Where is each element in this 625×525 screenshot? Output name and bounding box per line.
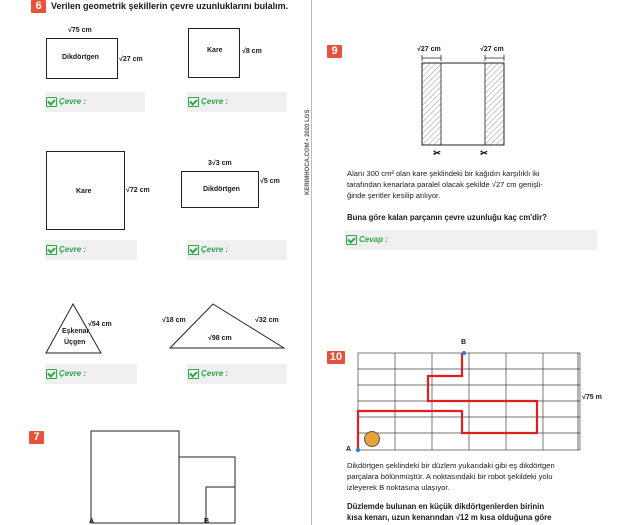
shape-6-triangle <box>168 303 288 351</box>
answer-label: Cevap : <box>359 235 388 244</box>
question-9-question: Buna göre kalan parçanın çevre uzunluğu kaç cm'dir? <box>347 213 547 222</box>
question-9-text-2: tarafından kenarlara paralel olacak şekilde √27 cm genişli- <box>347 180 543 189</box>
shape-5-label-1: Eşkenar <box>62 328 90 335</box>
shape-6-base-dim: √98 cm <box>208 335 232 342</box>
shape-2-label: Kare <box>207 47 223 54</box>
answer-label: Çevre : <box>59 369 87 378</box>
shape-3-label: Kare <box>76 188 92 195</box>
answer-label: Çevre : <box>59 97 87 106</box>
question-7-number: 7 <box>29 431 44 444</box>
question-9-paper-figure <box>412 53 512 163</box>
check-icon <box>188 369 199 379</box>
shape-5-side-dim: √54 cm <box>88 321 112 328</box>
question-10-text-1: Dikdörtgen şeklindeki bir düzlem yukarıdaki gibi eş dikdörtgen <box>347 461 555 470</box>
svg-text:✂: ✂ <box>480 148 488 158</box>
shape-5-label-2: Üçgen <box>64 339 86 346</box>
question-10-bold-1: Düzlemde bulunan en küçük dikdörtgenlerden birinin <box>347 502 545 511</box>
question-10-number: 10 <box>327 351 345 364</box>
shape-1-label: Dikdörtgen <box>62 54 99 61</box>
robot-icon <box>364 431 380 447</box>
check-icon <box>46 97 57 107</box>
shape-6-answer[interactable] <box>187 364 287 384</box>
answer-label: Çevre : <box>201 97 229 106</box>
answer-label: Çevre : <box>201 369 229 378</box>
question-9-right-dim: √27 cm <box>480 46 504 53</box>
question-10-point-a: A <box>346 446 352 453</box>
shape-2-answer[interactable] <box>187 92 287 112</box>
check-icon <box>46 369 57 379</box>
shape-4-top-dim: 3√3 cm <box>208 160 232 167</box>
question-7-point-b: B <box>204 518 210 525</box>
shape-1-answer[interactable] <box>45 92 145 112</box>
shape-4-label: Dikdörtgen <box>203 186 240 193</box>
question-10-grid <box>352 345 592 455</box>
shape-6-left-dim: √18 cm <box>162 317 186 324</box>
check-icon <box>188 97 199 107</box>
question-9-text-1: Alanı 300 cm² olan kare şeklindeki bir kağıdın karşılıklı iki <box>347 169 540 178</box>
shape-3-answer[interactable] <box>45 240 137 260</box>
side-watermark: KERIMHOCA.COM • 2020 LGS <box>305 109 311 195</box>
shape-4-side-dim: √5 cm <box>260 178 280 185</box>
shape-3-side-dim: √72 cm <box>126 187 150 194</box>
shape-6-right-dim: √32 cm <box>255 317 279 324</box>
question-10-point-b: B <box>461 339 467 346</box>
question-9-text-3: ğinde şeritler kesilip atılıyor. <box>347 191 441 200</box>
shape-4-answer[interactable] <box>187 240 287 260</box>
question-10-text-3: izleyerek B noktasına ulaşıyor. <box>347 483 450 492</box>
question-6-number: 6 <box>31 0 46 13</box>
question-9-number: 9 <box>327 45 342 58</box>
question-10-side-dim: √75 m <box>582 394 602 401</box>
shape-1-side-dim: √27 cm <box>119 56 143 63</box>
shape-1-top-dim: √75 cm <box>68 27 92 34</box>
shape-2-side-dim: √8 cm <box>242 48 262 55</box>
shape-5-answer[interactable] <box>45 364 137 384</box>
answer-label: Çevre : <box>201 245 229 254</box>
question-6-title: Verilen geometrik şekillerin çevre uzunluklarını bulalım. <box>51 1 289 11</box>
check-icon <box>346 235 357 245</box>
check-icon <box>46 245 57 255</box>
question-10-text-2: parçalara bölünmüştür. A noktasındaki bir robot şekildeki yolu <box>347 472 553 481</box>
column-divider <box>311 0 312 525</box>
answer-label: Çevre : <box>59 245 87 254</box>
question-7-squares <box>88 430 238 525</box>
question-10-bold-2: kısa kenarı, uzun kenarından √12 m kısa olduğuna göre <box>347 513 552 522</box>
check-icon <box>188 245 199 255</box>
question-7-point-a: A <box>89 518 95 525</box>
question-9-left-dim: √27 cm <box>417 46 441 53</box>
svg-text:✂: ✂ <box>433 148 441 158</box>
question-9-answer[interactable] <box>345 230 597 250</box>
